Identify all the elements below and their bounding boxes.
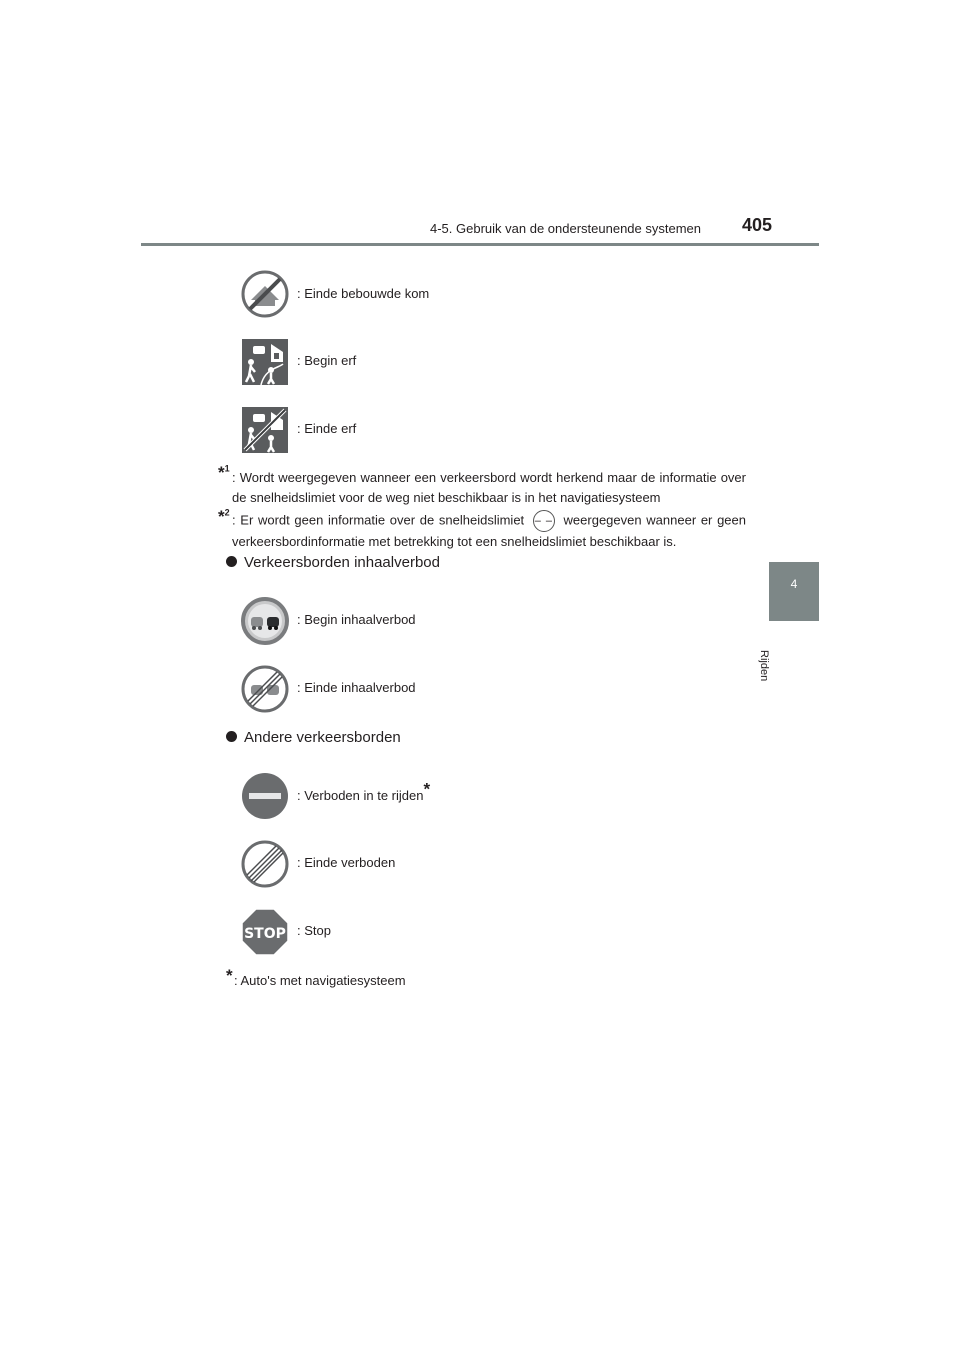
- chapter-tab: [769, 562, 819, 621]
- sign-label-no-overtaking-end: : Einde inhaalverbod: [297, 680, 416, 695]
- end-built-up-area-sign-icon: [241, 270, 289, 318]
- no-speed-limit-icon: – –: [533, 510, 555, 532]
- page-number: 405: [742, 215, 773, 235]
- section-heading-overtaking: Verkeersborden inhaalverbod: [226, 554, 440, 571]
- sign-label-no-overtaking-start: : Begin inhaalverbod: [297, 612, 416, 627]
- section-title: 4-5. Gebruik van de ondersteunende systemen: [430, 221, 702, 236]
- sign-label-end-of-restriction: : Einde verboden: [297, 855, 396, 870]
- note-2-marker: *$^2$: [218, 507, 230, 526]
- sign-label-stop: : Stop: [297, 923, 331, 938]
- sign-label-end-built-up-area: : Einde bebouwde kom: [297, 286, 430, 301]
- note-2-text: : Er wordt geen informatie over de snelheidslimiet – – weergegeven wanneer er geen verkeersbordinformatie met betrekking tot een snelheidslimiet beschikbaar is.: [232, 510, 746, 552]
- header-rule: [141, 243, 819, 246]
- residential-zone-start-sign-icon: [241, 338, 289, 386]
- no-overtaking-end-sign-icon: [241, 665, 289, 713]
- bullet-icon: [226, 731, 237, 742]
- bullet-icon: [226, 556, 237, 567]
- chapter-number: 4: [790, 577, 798, 591]
- chapter-label: Rijden: [758, 650, 770, 682]
- section-heading-other: Andere verkeersborden: [226, 729, 401, 746]
- sign-label-residential-zone-start: : Begin erf: [297, 353, 357, 368]
- footnote-marker: *: [226, 966, 233, 985]
- sign-label-no-entry: : Verboden in te rijden*: [297, 779, 431, 803]
- note-1-text: : Wordt weergegeven wanneer een verkeersbord wordt herkend maar de informatie over de snelheidslimiet voor de weg niet beschikbaar is in het navigatiesysteem: [232, 470, 746, 505]
- sign-label-residential-zone-end: : Einde erf: [297, 421, 357, 436]
- svg-text:STOP: STOP: [244, 926, 286, 942]
- note-1-marker: *$^1$: [218, 463, 230, 482]
- footnote-text: : Auto's met navigatiesysteem: [234, 973, 406, 988]
- residential-zone-end-sign-icon: [241, 406, 289, 454]
- no-entry-sign-icon: [241, 772, 289, 820]
- stop-sign-icon: [241, 908, 289, 956]
- no-overtaking-start-sign-icon: [241, 597, 289, 645]
- end-of-restriction-sign-icon: [241, 840, 289, 888]
